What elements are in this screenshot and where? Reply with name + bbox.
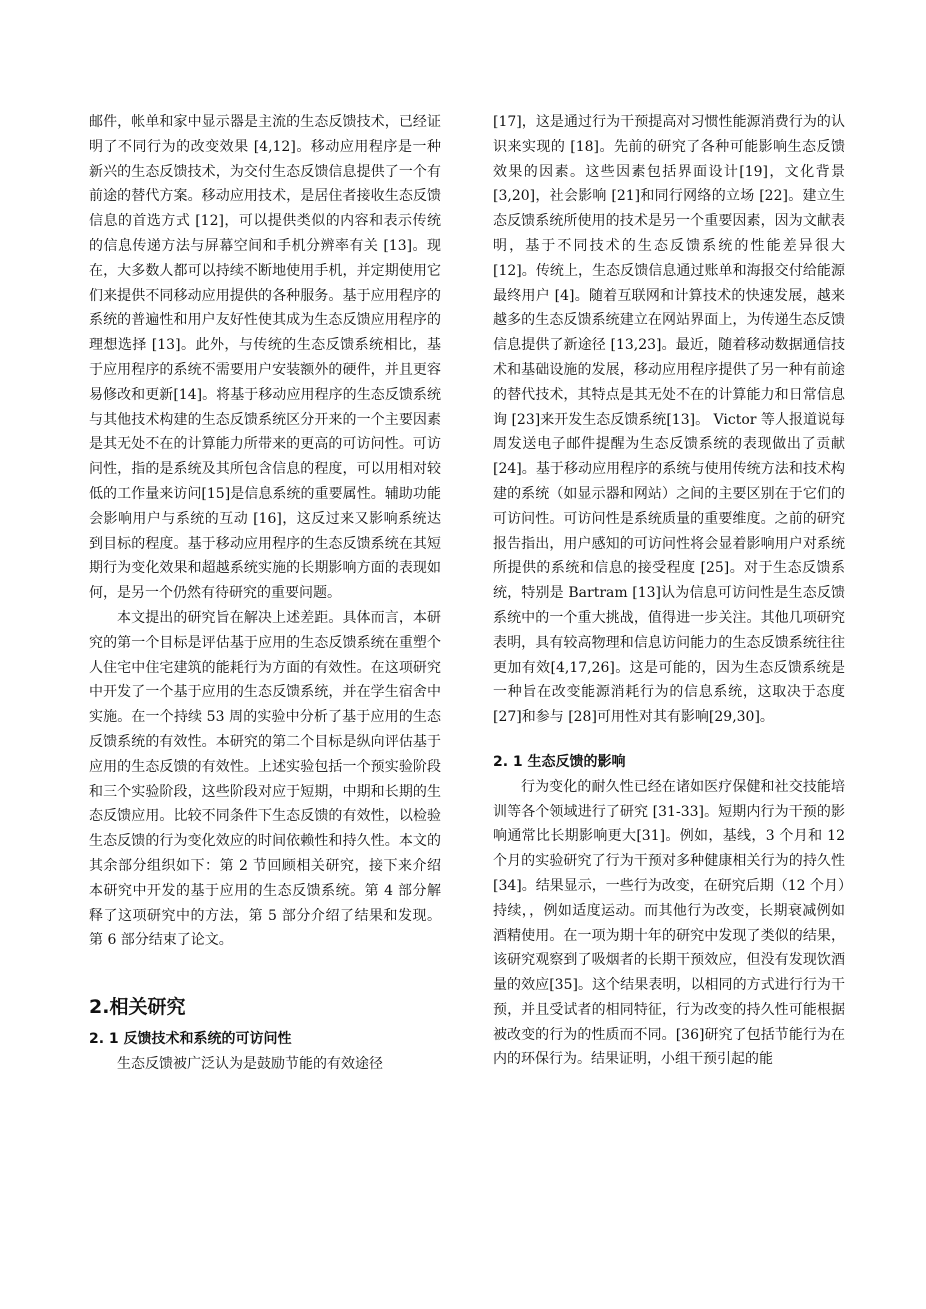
left-paragraph-1: 邮件，帐单和家中显示器是主流的生态反馈技术，已经证明了不同行为的改变效果 [4,12]。移动应用程序是一种新兴的生态反馈技术，为交付生态反馈信息提供了一个有前途的替代方案。移动应用技术，是居住者接收生态反馈信息的首选方式 [12]，可以提供类似的内容和表示传统的信息传递方法与屏幕空间和手机分辨率有关 [13]。现在，大多数人都可以持续不断地使用手机，并定期使用它们来提供不同移动应用提供的各种服务。基于应用程序的系统的普遍性和用户友好性使其成为生态反馈应用程序的理想选择 [13]。此外，与传统的生态反馈系统相比，基于应用程序的系统不需要用户安装额外的硬件，并且更容易修改和更新[14]。将基于移动应用程序的生态反馈系统与其他技术构建的生态反馈系统区分开来的一个主要因素是其无处不在的计算能力所带来的更高的可访问性。可访问性，指的是系统及其所包含信息的程度，可以用相对较低的工作量来访问[15]是信息系统的重要属性。辅助功能会影响用户与系统的互动 [16]，这反过来又影响系统达到目标的程度。基于移动应用程序的生态反馈系统在其短期行为变化效果和超越系统实施的长期影响方面的表现如何，是另一个仍然有待研究的重要问题。: [89, 114, 441, 602]
section-heading-related-work: 2.相关研究: [89, 996, 186, 1019]
left-paragraph-2: 本文提出的研究旨在解决上述差距。具体而言，本研究的第一个目标是评估基于应用的生态反馈系统在重塑个人住宅中住宅建筑的能耗行为方面的有效性。在这项研究中开发了一个基于应用的生态反馈系统，并在学生宿舍中实施。在一个持续 53 周的实验中分析了基于应用的生态反馈系统的有效性。本研究的第二个目标是纵向评估基于应用的生态反馈的有效性。上述实验包括一个预实验阶段和三个实验阶段，这些阶段对应于短期，中期和长期的生态反馈应用。比较不同条件下生态反馈的有效性，以检验生态反馈的行为变化效应的时间依赖性和持久性。本文的其余部分组织如下：第 2 节回顾相关研究，接下来介绍本研究中开发的基于应用的生态反馈系统。第 4 部分解释了这项研究中的方法，第 5 部分介绍了结果和发现。第 6 部分结束了论文。: [89, 609, 441, 949]
right-paragraph-1: [17]，这是通过行为干预提高对习惯性能源消费行为的认识来实现的 [18]。先前的研究了各种可能影响生态反馈效果的因素。这些因素包括界面设计[19]，文化背景 [3,20]，社会影响 [21]和同行网络的立场 [22]。建立生态反馈系统所使用的技术是另一个重要因素，因为文献表明，基于不同技术的生态反馈系统的性能差异很大 [12]。传统上，生态反馈信息通过账单和海报交付给能源最终用户 [4]。随着互联网和计算技术的快速发展，越来越多的生态反馈系统建立在网站界面上，为传递生态反馈信息提供了新途径 [13,23]。最近，随着移动数据通信技术和基础设施的发展，移动应用程序提供了另一种有前途的替代技术，其特点是其无处不在的计算能力和日常信息询 [23]来开发生态反馈系统[13]。 Victor 等人报道说每周发送电子邮件提醒为生态反馈系统的表现做出了贡献[24]。基于移动应用程序的系统与使用传统方法和技术构建的系统（如显示器和网站）之间的主要区别在于它们的可访问性。可访问性是系统质量的重要维度。之前的研究报告指出，用户感知的可访问性将会显着影响用户对系统所提供的系统和信息的接受程度 [25]。对于生态反馈系统，特别是 Bartram [13]认为信息可访问性是生态反馈系统中的一个重大挑战，值得进一步关注。其他几项研究表明，具有较高物理和信息访问能力的生态反馈系统往往更加有效[4,17,26]。这是可能的，因为生态反馈系统是一种旨在改变能源消耗行为的信息系统，这取决于态度[27]和参与 [28]可用性对其有影响[29,30]。: [493, 114, 845, 726]
left-paragraph-3: 生态反馈被广泛认为是鼓励节能的有效途径: [117, 1055, 383, 1072]
right-column: [493, 110, 845, 1072]
left-column: [89, 110, 441, 1077]
subsection-heading-accessibility: 2. 1 反馈技术和系统的可访问性: [89, 1031, 292, 1048]
right-paragraph-2: 行为变化的耐久性已经在诸如医疗保健和社交技能培训等各个领域进行了研究 [31-33]。短期内行为干预的影响通常比长期影响更大[31]。例如，基线，3 个月和 12 个月的实验研究了行为干预对多种健康相关行为的持久性 [34]。结果显示，一些行为改变，在研究后期（12 个月）持续，，例如适度运动。而其他行为改变，长期衰减例如酒精使用。在一项为期十年的研究中发现了类似的结果，该研究观察到了吸烟者的长期干预效应，但没有发现饮酒量的效应[35]。这个结果表明，以相同的方式进行行为干预，并且受试者的相同特征，行为改变的持久性可能根据被改变的行为的性质而不同。[36]研究了包括节能行为在内的环保行为。结果证明，小组干预引起的能: [493, 778, 846, 1068]
subsection-heading-ecofeedback-impact: 2. 1 生态反馈的影响: [493, 753, 626, 770]
